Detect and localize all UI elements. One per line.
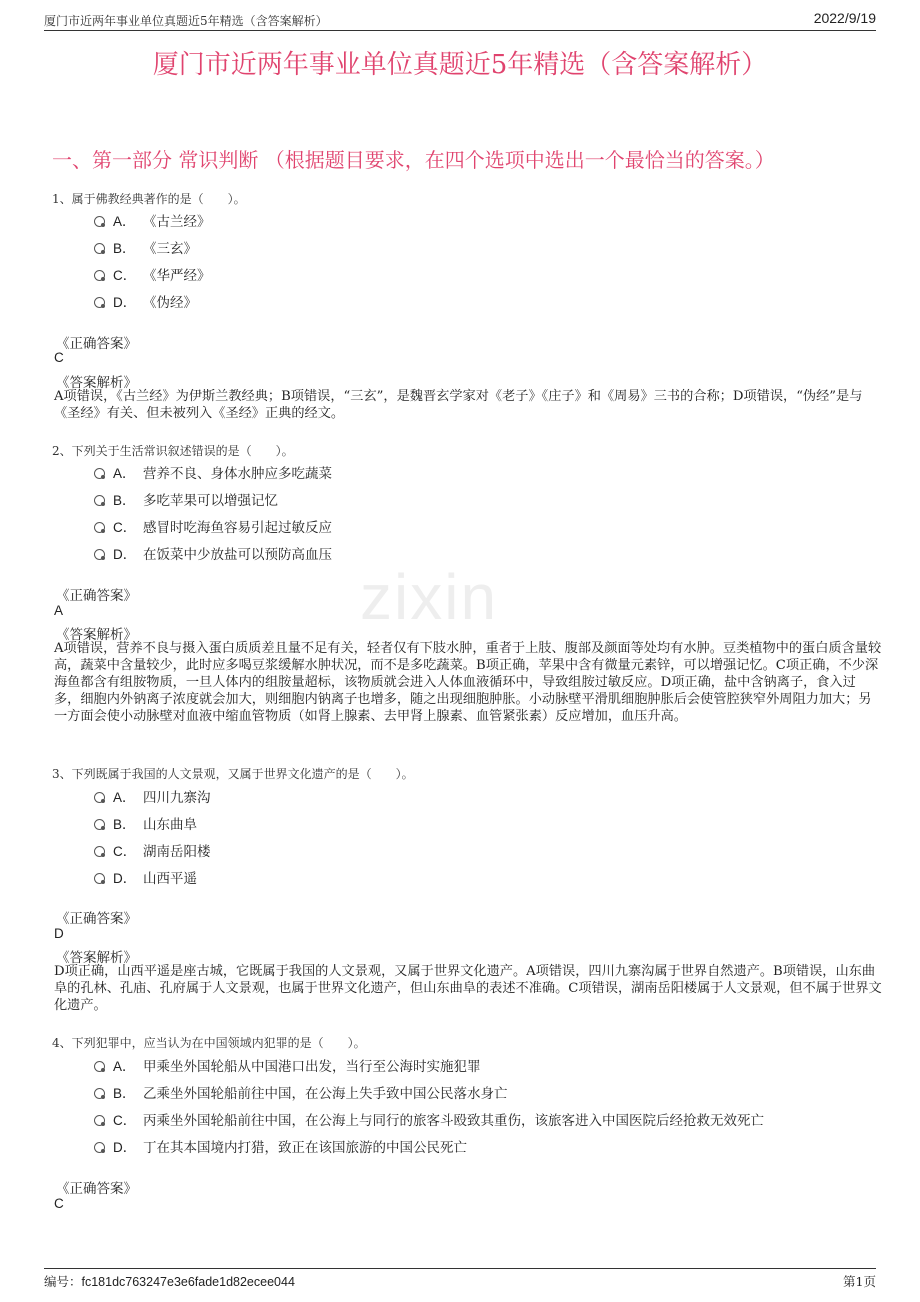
watermark: zixin bbox=[360, 561, 499, 633]
option[interactable]: C． 《华严经》 bbox=[94, 264, 211, 284]
option[interactable]: D． 在饭菜中少放盐可以预防高血压 bbox=[94, 543, 332, 563]
option[interactable]: B． 山东曲阜 bbox=[94, 813, 197, 833]
explanation-label: 《答案解析》 bbox=[56, 950, 137, 966]
footer-doc-id: 编号：fc181dc763247e3e6fade1d82ecee044 bbox=[44, 1275, 295, 1289]
option[interactable]: B． 乙乘坐外国轮船前往中国，在公海上失手致中国公民落水身亡 bbox=[94, 1082, 508, 1102]
question-stem: 2、下列关于生活常识叙述错误的是（ ）。 bbox=[52, 444, 294, 458]
correct-answer-label: 《正确答案》 bbox=[56, 1181, 137, 1197]
radio-icon[interactable] bbox=[94, 468, 105, 479]
footer-page-number: 第1页 bbox=[843, 1274, 876, 1289]
correct-answer: C bbox=[54, 350, 64, 365]
radio-icon[interactable] bbox=[94, 297, 105, 308]
option[interactable]: D． 《伪经》 bbox=[94, 291, 197, 311]
radio-icon[interactable] bbox=[94, 873, 105, 884]
radio-icon[interactable] bbox=[94, 495, 105, 506]
correct-answer-label: 《正确答案》 bbox=[56, 588, 137, 604]
explanation-label: 《答案解析》 bbox=[56, 375, 137, 391]
header-doc-title: 厦门市近两年事业单位真题近5年精选（含答案解析） bbox=[44, 14, 328, 28]
correct-answer-label: 《正确答案》 bbox=[56, 911, 137, 927]
explanation-label: 《答案解析》 bbox=[56, 627, 137, 643]
radio-icon[interactable] bbox=[94, 522, 105, 533]
option[interactable]: A． 甲乘坐外国轮船从中国港口出发，当行至公海时实施犯罪 bbox=[94, 1055, 481, 1075]
radio-icon[interactable] bbox=[94, 549, 105, 560]
option[interactable]: C． 湖南岳阳楼 bbox=[94, 840, 211, 860]
correct-answer-label: 《正确答案》 bbox=[56, 336, 137, 352]
correct-answer: A bbox=[54, 603, 64, 618]
option[interactable]: A． 四川九寨沟 bbox=[94, 786, 211, 806]
radio-icon[interactable] bbox=[94, 216, 105, 227]
question-stem: 4、下列犯罪中，应当认为在中国领域内犯罪的是（ ）。 bbox=[52, 1036, 366, 1050]
radio-icon[interactable] bbox=[94, 846, 105, 857]
option[interactable]: D． 丁在其本国境内打猎，致正在该国旅游的中国公民死亡 bbox=[94, 1136, 467, 1156]
explanation: D项正确，山西平遥是座古城，它既属于我国的人文景观，又属于世界文化遗产。A项错误，四川九寨沟属于世界自然遗产。B项错误，山东曲阜的孔林、孔庙、孔府属于人文景观，也属于世界文化遗产，但山东曲阜的表述不准确。C项错误，湖南岳阳楼属于人文景观，但不属于世界文化遗产。 bbox=[54, 964, 882, 1013]
radio-icon[interactable] bbox=[94, 243, 105, 254]
radio-icon[interactable] bbox=[94, 1088, 105, 1099]
option[interactable]: C． 感冒时吃海鱼容易引起过敏反应 bbox=[94, 516, 332, 536]
option[interactable]: B． 多吃苹果可以增强记忆 bbox=[94, 489, 278, 509]
radio-icon[interactable] bbox=[94, 1061, 105, 1072]
radio-icon[interactable] bbox=[94, 1142, 105, 1153]
radio-icon[interactable] bbox=[94, 792, 105, 803]
header-date: 2022/9/19 bbox=[813, 10, 876, 26]
radio-icon[interactable] bbox=[94, 270, 105, 281]
radio-icon[interactable] bbox=[94, 1115, 105, 1126]
correct-answer: C bbox=[54, 1196, 64, 1211]
option[interactable]: B． 《三玄》 bbox=[94, 237, 197, 257]
option[interactable]: D． 山西平遥 bbox=[94, 867, 197, 887]
option[interactable]: A． 《古兰经》 bbox=[94, 210, 211, 230]
footer-divider bbox=[44, 1268, 876, 1269]
explanation: A项错误，营养不良与摄入蛋白质质差且量不足有关，轻者仅有下肢水肿，重者于上肢、腹部及颜面等处均有水肿。豆类植物中的蛋白质含量较高，蔬菜中含量较少，此时应多喝豆浆缓解水肿状况，而不是多吃蔬菜。B项正确，苹果中含有微量元素锌，可以增强记忆。C项正确，不少深海鱼都含有组胺物质，一旦人体内的组胺量超标，该物质就会进入人体血液循环中，导致组胺过敏反应。D项正确，盐中含钠离子，食入过多，细胞内外钠离子浓度就会加大，则细胞内钠离子也增多，随之出现细胞肿胀。小动脉壁平滑肌细胞肿胀后会使管腔狭窄外周阻力加大；另一方面会使小动脉壁对血液中缩血管物质（如肾上腺素、去甲肾上腺素、血管紧张素）反应增加，血压升高。 bbox=[54, 641, 882, 724]
option[interactable]: A． 营养不良、身体水肿应多吃蔬菜 bbox=[94, 462, 332, 482]
header-divider bbox=[44, 30, 876, 31]
option[interactable]: C． 丙乘坐外国轮船前往中国，在公海上与同行的旅客斗殴致其重伤，该旅客进入中国医院后经抢救无效死亡 bbox=[94, 1109, 764, 1129]
correct-answer: D bbox=[54, 926, 64, 941]
explanation: A项错误，《古兰经》为伊斯兰教经典；B项错误，“三玄”，是魏晋玄学家对《老子》《庄子》和《周易》三书的合称；D项错误，“伪经”是与《圣经》有关、但未被列入《圣经》正典的经文。 bbox=[54, 389, 863, 421]
section-title: 一、第一部分 常识判断 （根据题目要求，在四个选项中选出一个最恰当的答案。） bbox=[52, 148, 775, 172]
question-stem: 1、属于佛教经典著作的是（ ）。 bbox=[52, 192, 246, 206]
radio-icon[interactable] bbox=[94, 819, 105, 830]
question-stem: 3、下列既属于我国的人文景观，又属于世界文化遗产的是（ ）。 bbox=[52, 767, 414, 781]
document-title: 厦门市近两年事业单位真题近5年精选（含答案解析） bbox=[152, 50, 768, 80]
